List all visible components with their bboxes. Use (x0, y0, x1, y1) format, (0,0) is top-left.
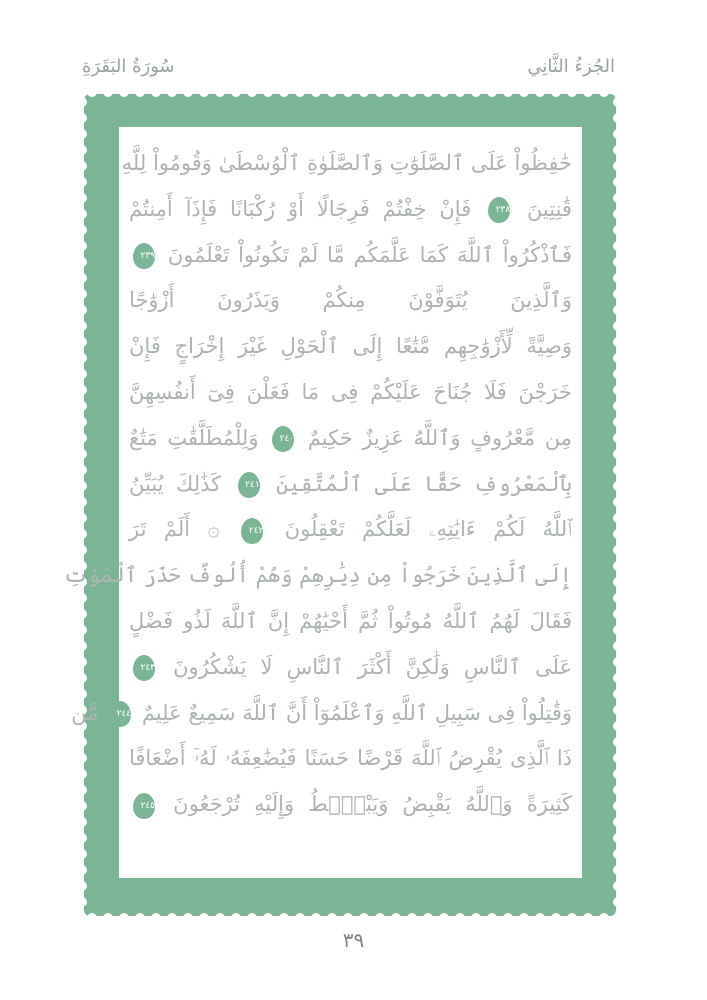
scallop-notch (613, 673, 623, 683)
surah-name-header: سُورَةُ البَقَرَةِ (82, 56, 175, 77)
juz-name-header: الجُزءُ الثَّانِي (527, 56, 615, 77)
scallop-notch (613, 481, 623, 491)
scallop-notch (77, 417, 87, 427)
scallop-notch (613, 769, 623, 779)
scallop-notch (613, 97, 623, 107)
scallop-notch (567, 913, 577, 923)
scallop-notch (77, 225, 87, 235)
verse-text: فَقَالَ لَهُمُ ٱللَّهُ مُوتُواْ ثُمَّ أَحْيَٰهُمْ إِنَّ ٱللَّهَ لَذُو فَضْلٍ (129, 608, 572, 633)
verse-text: كَثِيرَةً وَٱللَّهُ يَقْبِضُ وَيَبْصُۜطُ وَإِلَيْهِ تُرْجَعُونَ (173, 792, 572, 817)
ayah-number-marker: ٢٤٠ (272, 426, 294, 452)
scallop-notch (311, 87, 321, 97)
scallop-notch (613, 225, 623, 235)
scallop-notch (77, 817, 87, 827)
scallop-notch (77, 481, 87, 491)
scallop-notch (199, 87, 209, 97)
scallop-notch (613, 113, 623, 123)
ayah-number-marker: ٢٣٩ (133, 243, 155, 269)
verse-text-continued: وَلِلْمُطَلَّقَٰتِ مَتَٰعٌ (129, 425, 259, 450)
verse-text: قَٰنِتِينَ (526, 196, 572, 221)
scallop-notch (613, 801, 623, 811)
scallop-notch (613, 513, 623, 523)
scallop-notch (279, 87, 289, 97)
scallop-notch (583, 913, 593, 923)
scallop-notch (375, 87, 385, 97)
ayah-number-marker: ٢٤٤ (109, 701, 131, 727)
scallop-notch (135, 87, 145, 97)
scallop-notch (613, 833, 623, 843)
scallop-notch (613, 337, 623, 347)
scallop-notch (613, 145, 623, 155)
scallop-notch (613, 897, 623, 907)
verse-line (129, 645, 572, 691)
scallop-notch (77, 513, 87, 523)
scallop-notch (613, 577, 623, 587)
scallop-notch (77, 625, 87, 635)
scallop-notch (77, 273, 87, 283)
scallop-notch (263, 913, 273, 923)
scallop-notch (519, 87, 529, 97)
scallop-notch (487, 87, 497, 97)
scallop-notch (613, 129, 623, 139)
scallop-notch (77, 305, 87, 315)
scallop-notch (247, 87, 257, 97)
scallop-notch (183, 913, 193, 923)
scallop-notch (77, 897, 87, 907)
scallop-notch (215, 87, 225, 97)
scallop-notch (613, 753, 623, 763)
scallop-notch (375, 913, 385, 923)
verse-line (129, 736, 572, 782)
scallop-notch (613, 433, 623, 443)
scallop-notch (359, 913, 369, 923)
scallop-notch (613, 593, 623, 603)
scallop-notch (551, 87, 561, 97)
scallop-notch (613, 449, 623, 459)
text-area (63, 127, 582, 878)
scallop-notch (613, 817, 623, 827)
scallop-notch (327, 87, 337, 97)
scallop-notch (551, 913, 561, 923)
scallop-notch (77, 657, 87, 667)
scallop-notch (613, 209, 623, 219)
scallop-notch (613, 369, 623, 379)
scallop-notch (423, 913, 433, 923)
verse-line (121, 141, 572, 187)
scallop-notch (407, 913, 417, 923)
scallop-notch (503, 87, 513, 97)
ayah-number-marker: ٢٤٢ (241, 518, 263, 544)
scallop-notch (613, 545, 623, 555)
scallop-notch (103, 87, 113, 97)
scallop-notch (77, 257, 87, 267)
ayah-number-marker: ٢٤٥ (133, 793, 155, 819)
scallop-notch (613, 689, 623, 699)
scallop-notch (471, 913, 481, 923)
scallop-notch (151, 87, 161, 97)
scallop-notch (599, 87, 609, 97)
scallop-notch (599, 913, 609, 923)
scallop-notch (77, 97, 87, 107)
verse-text: فَٱذْكُرُواْ ٱللَّهَ كَمَا عَلَّمَكُم مَّا لَمْ تَكُونُواْ تَعْلَمُونَ (167, 242, 572, 267)
ayah-number-marker: ٢٤١ (238, 472, 260, 498)
verse-text: وَٱلَّذِينَ يُتَوَفَّوْنَ مِنكُمْ وَيَذَرُونَ أَزْوَٰجًا (129, 288, 572, 313)
scallop-notch (77, 113, 87, 123)
scallop-notch (231, 87, 241, 97)
scallop-notch (613, 737, 623, 747)
scallop-notch (613, 657, 623, 667)
verse-text: وَصِيَّةً لِّأَزْوَٰجِهِم مَّتَٰعًا إِلَى ٱلْحَوْلِ غَيْرَ إِخْرَاجٍ فَإِنْ (129, 334, 572, 359)
scallop-notch (279, 913, 289, 923)
verse-text-continued: فَإِنْ خِفْتُمْ فَرِجَالًا أَوْ رُكْبَانًا فَإِذَآ أَمِنتُمْ (129, 196, 472, 221)
scallop-notch (407, 87, 417, 97)
scallop-notch (77, 529, 87, 539)
scallop-notch (77, 289, 87, 299)
scallop-notch (503, 913, 513, 923)
scallop-notch (613, 273, 623, 283)
scallop-notch (455, 87, 465, 97)
scallop-notch (77, 785, 87, 795)
verse-lines (63, 141, 572, 828)
verse-line (129, 233, 572, 279)
scallop-notch (391, 87, 401, 97)
scallop-notch (613, 721, 623, 731)
scallop-notch (613, 561, 623, 571)
scallop-notch (613, 289, 623, 299)
verse-line (129, 462, 572, 508)
scallop-notch (77, 241, 87, 251)
scallop-notch (613, 257, 623, 267)
verse-text: مِن مَّعْرُوفٍ وَٱللَّهُ عَزِيزٌ حَكِيمٌ (307, 425, 572, 450)
scallop-notch (295, 87, 305, 97)
scallop-notch (613, 465, 623, 475)
scallop-notch (77, 193, 87, 203)
scallop-notch (119, 913, 129, 923)
scallop-notch (183, 87, 193, 97)
scallop-notch (135, 913, 145, 923)
scallop-notch (613, 161, 623, 171)
scallop-notch (535, 913, 545, 923)
scallop-notch (77, 497, 87, 507)
scallop-notch (77, 769, 87, 779)
scallop-notch (613, 881, 623, 891)
verse-text: ٱللَّهُ لَكُمْ ءَايَٰتِهِۦ لَعَلَّكُمْ تَعْقِلُونَ (284, 517, 572, 542)
scallop-notch (167, 913, 177, 923)
scallop-notch (613, 609, 623, 619)
verse-line (71, 691, 572, 737)
scallop-notch (343, 87, 353, 97)
scallop-notch (567, 87, 577, 97)
verse-line (129, 416, 572, 462)
scallop-notch (77, 833, 87, 843)
verse-text: وَقَٰتِلُواْ فِى سَبِيلِ ٱللَّهِ وَٱعْلَمُوٓاْ أَنَّ ٱللَّهَ سَمِيعٌ عَلِيمٌ (141, 700, 572, 725)
scallop-notch (215, 913, 225, 923)
scallop-notch (613, 401, 623, 411)
scallop-notch (613, 529, 623, 539)
verse-line (129, 278, 572, 324)
scallop-notch (77, 369, 87, 379)
scallop-notch (613, 193, 623, 203)
scallop-notch (77, 209, 87, 219)
scallop-notch (77, 849, 87, 859)
scallop-notch (77, 321, 87, 331)
scallop-notch (119, 87, 129, 97)
scallop-notch (613, 705, 623, 715)
scallop-notch (77, 673, 87, 683)
scallop-notch (613, 177, 623, 187)
verse-line (129, 599, 572, 645)
scallop-notch (327, 913, 337, 923)
scallop-notch (77, 865, 87, 875)
scallop-notch (77, 753, 87, 763)
scallop-notch (613, 385, 623, 395)
scallop-notch (613, 641, 623, 651)
scallop-notch (77, 161, 87, 171)
scallop-notch (613, 321, 623, 331)
page-border-frame (63, 94, 616, 916)
scallop-notch (487, 913, 497, 923)
verse-text: عَلَى ٱلنَّاسِ وَلَٰكِنَّ أَكْثَرَ ٱلنَّاسِ لَا يَشْكُرُونَ (173, 654, 572, 679)
verse-text-continued: مَّن (71, 700, 99, 725)
verse-text: إِلَى ٱلَّذِينَ خَرَجُواْ مِن دِيَٰرِهِمْ وَهُمْ أُلُوفٌ حَذَرَ ٱلْمَوْتِ (63, 563, 572, 588)
scallop-notch (613, 305, 623, 315)
scallop-notch (583, 87, 593, 97)
ayah-number-marker: ٢٤٣ (133, 655, 155, 681)
scallop-notch (439, 913, 449, 923)
scallop-notch (613, 865, 623, 875)
scallop-notch (77, 801, 87, 811)
scallop-notch (391, 913, 401, 923)
scallop-notch (613, 353, 623, 363)
verse-text: بِٱلْمَعْرُوفِ حَقًّا عَلَى ٱلْمُتَّقِينَ (276, 471, 572, 496)
verse-line (129, 187, 572, 233)
scallop-notch (613, 417, 623, 427)
scallop-notch (613, 849, 623, 859)
scallop-notch (439, 87, 449, 97)
scallop-notch (77, 385, 87, 395)
scallop-notch (77, 465, 87, 475)
scallop-notch (77, 129, 87, 139)
scallop-notch (231, 913, 241, 923)
scallop-notch (77, 433, 87, 443)
scallop-notch (87, 87, 97, 97)
scallop-notch (343, 913, 353, 923)
scallop-notch (613, 497, 623, 507)
scallop-notch (77, 353, 87, 363)
scallop-notch (295, 913, 305, 923)
verse-line (129, 782, 572, 828)
scallop-notch (311, 913, 321, 923)
scallop-notch (87, 913, 97, 923)
scallop-notch (199, 913, 209, 923)
scallop-notch (77, 177, 87, 187)
scallop-notch (77, 641, 87, 651)
scallop-notch (423, 87, 433, 97)
scallop-notch (471, 87, 481, 97)
page-number: ٣٩ (342, 928, 365, 952)
verse-line (129, 370, 572, 416)
scallop-notch (77, 337, 87, 347)
scallop-notch (167, 87, 177, 97)
scallop-notch (77, 881, 87, 891)
scallop-notch (613, 241, 623, 251)
verse-text: خَرَجْنَ فَلَا جُنَاحَ عَلَيْكُمْ فِى مَا فَعَلْنَ فِىٓ أَنفُسِهِنَّ (129, 379, 572, 404)
scallop-notch (151, 913, 161, 923)
ayah-number-marker: ٢٣٨ (488, 197, 510, 223)
scallop-notch (613, 785, 623, 795)
scallop-notch (247, 913, 257, 923)
scallop-notch (77, 609, 87, 619)
scallop-notch (263, 87, 273, 97)
verse-text: حَٰفِظُواْ عَلَى ٱلصَّلَوَٰتِ وَٱلصَّلَوٰةِ ٱلْوُسْطَىٰ وَقُومُواْ لِلَّهِ (121, 151, 572, 175)
scallop-notch (77, 449, 87, 459)
verse-line (129, 507, 572, 553)
scallop-notch (77, 401, 87, 411)
scallop-notch (77, 737, 87, 747)
scallop-notch (519, 913, 529, 923)
verse-text-continued: كَذَٰلِكَ يُبَيِّنُ (129, 471, 222, 496)
verse-line (129, 324, 572, 370)
verse-text: ذَا ٱلَّذِى يُقْرِضُ ٱللَّهَ قَرْضًا حَسَنًا فَيُضَٰعِفَهُۥ لَهُۥٓ أَضْعَافًا (129, 746, 572, 771)
scallop-notch (535, 87, 545, 97)
verse-line (63, 553, 572, 599)
scallop-notch (359, 87, 369, 97)
scallop-notch (77, 145, 87, 155)
verse-text-continued: ۞ أَلَمْ تَرَ (129, 517, 220, 542)
scallop-notch (455, 913, 465, 923)
scallop-notch (103, 913, 113, 923)
scallop-notch (613, 625, 623, 635)
